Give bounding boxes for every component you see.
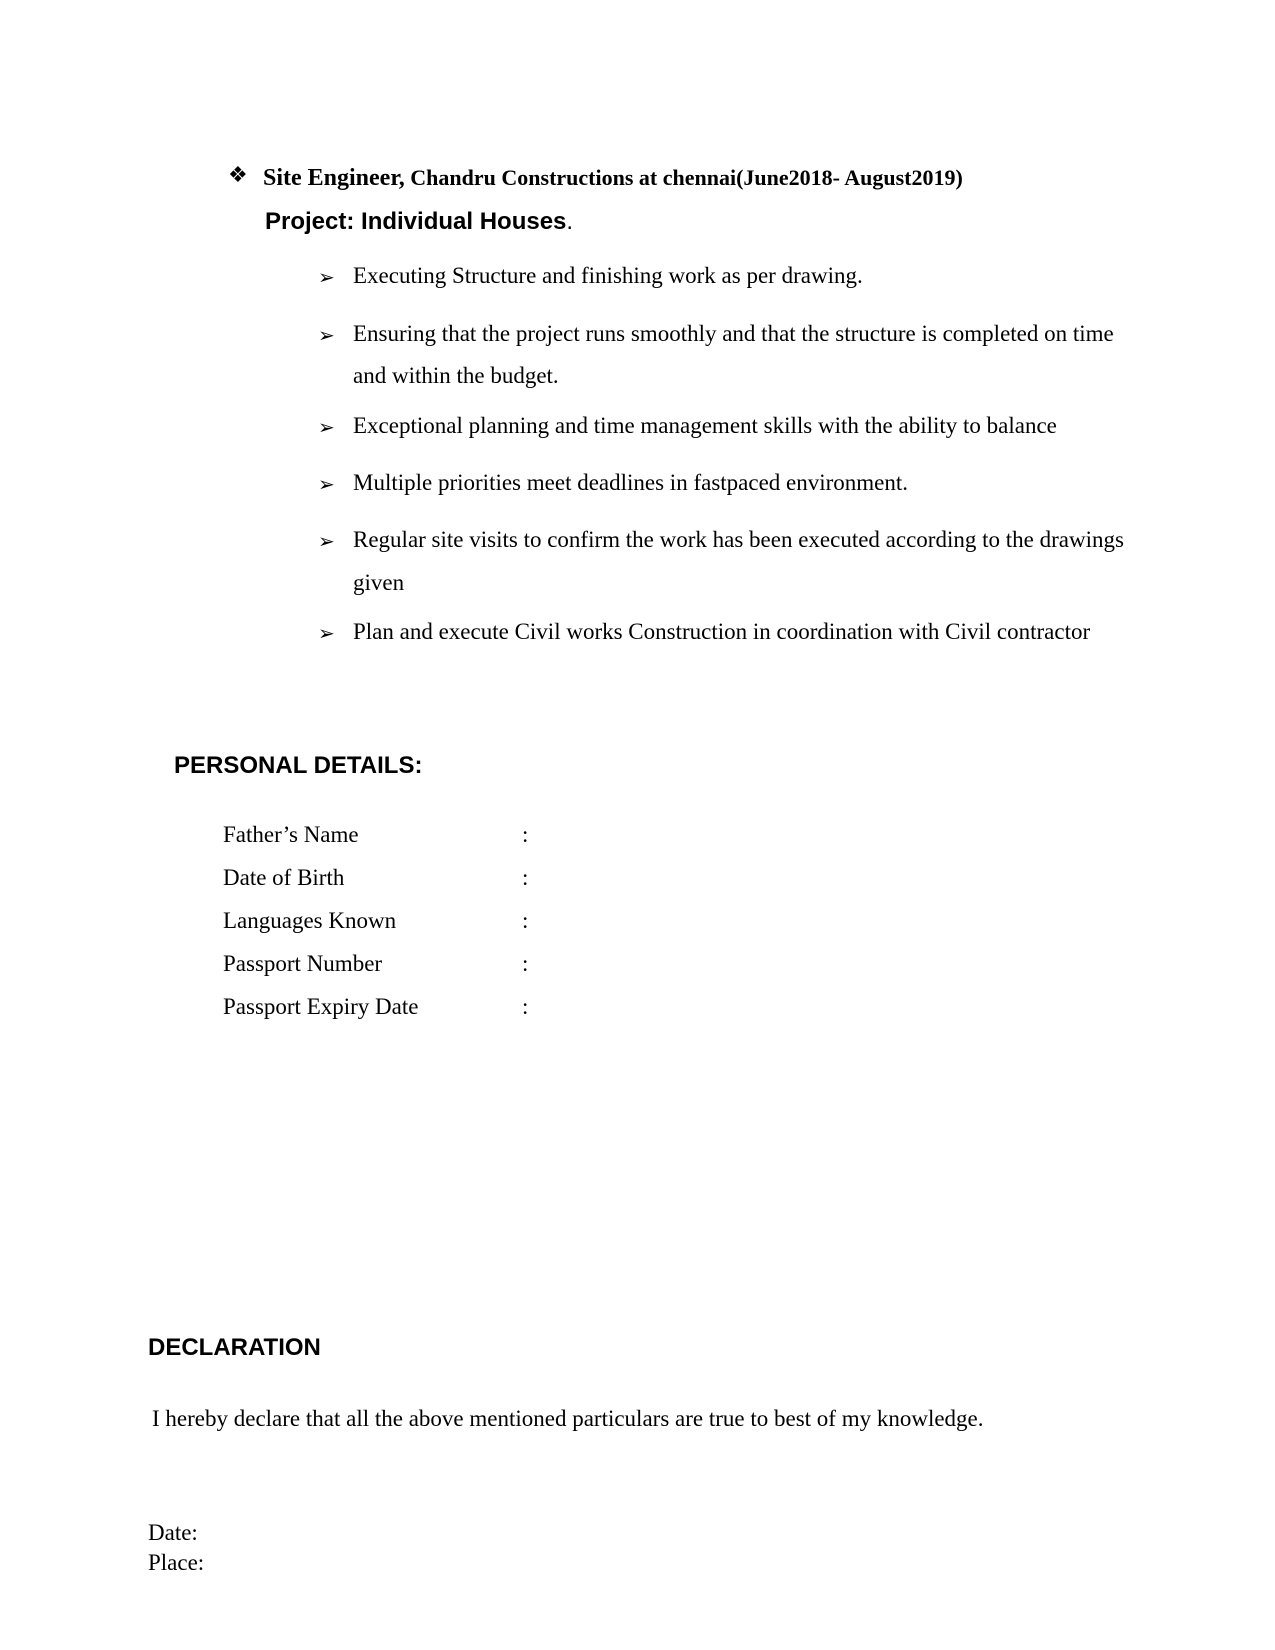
arrow-bullet-icon: ➢ [318,325,335,347]
field-separator: : [522,951,529,976]
duty-item: Plan and execute Civil works Construction in coordination with Civil contractor [353,619,1091,644]
arrow-bullet-icon: ➢ [318,267,335,289]
declaration-text: I hereby declare that all the above mentioned particulars are true to best of my knowledge. [152,1406,984,1431]
duty-item-continuation: given [353,570,405,595]
field-label-date-of-birth: Date of Birth [223,865,345,890]
field-label-fathers-name: Father’s Name [223,822,359,847]
field-separator: : [522,994,529,1019]
field-separator: : [522,908,529,933]
field-label-passport-expiry-date: Passport Expiry Date [223,994,419,1019]
duty-item: Multiple priorities meet deadlines in fastpaced environment. [353,470,909,495]
arrow-bullet-icon: ➢ [318,474,335,496]
personal-details-heading: PERSONAL DETAILS: [174,752,423,779]
diamond-bullet-icon: ❖ [228,162,248,187]
duty-item: Regular site visits to confirm the work has been executed according to the drawings [353,527,1124,552]
duty-item: Executing Structure and finishing work as per drawing. [353,263,863,288]
field-label-passport-number: Passport Number [223,951,383,976]
field-label-languages-known: Languages Known [223,908,397,933]
job-company-period: Chandru Constructions at chennai(June2018- August2019) [410,165,963,190]
field-separator: : [522,822,529,847]
arrow-bullet-icon: ➢ [318,531,335,553]
declaration-heading: DECLARATION [148,1334,321,1361]
duty-item: Exceptional planning and time management skills with the ability to balance [353,413,1057,438]
arrow-bullet-icon: ➢ [318,623,335,645]
project-label: Project: Individual Houses [265,208,567,235]
place-label: Place: [148,1550,205,1575]
date-label: Date: [148,1520,198,1545]
job-title-line [263,165,963,192]
project-trailing-dot: . [566,208,574,235]
field-separator: : [522,865,529,890]
project-line [265,208,573,236]
duty-item: Ensuring that the project runs smoothly and that the structure is completed on time [353,321,1114,346]
job-role: Site Engineer, [263,165,405,191]
arrow-bullet-icon: ➢ [318,417,335,439]
duty-item-continuation: and within the budget. [353,363,559,388]
